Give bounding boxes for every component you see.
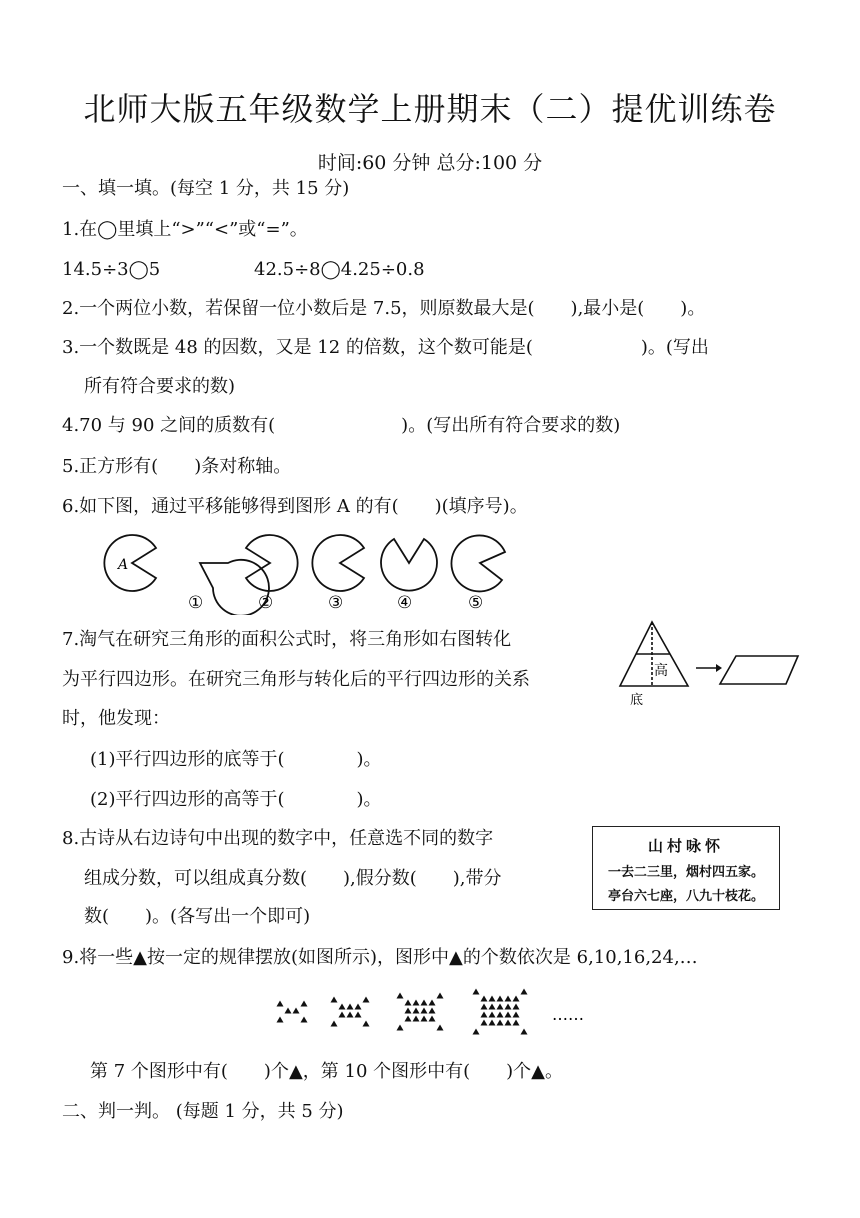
question-7-line-2: 为平行四边形。在研究三角形与转化后的平行四边形的关系 bbox=[62, 669, 530, 690]
pattern-triangle-icon bbox=[473, 1029, 480, 1035]
shape-number-1: ① bbox=[188, 593, 204, 613]
pattern-triangle-icon bbox=[421, 1000, 428, 1006]
question-9-answer: 第 7 个图形中有( )个▲，第 10 个图形中有( )个▲。 bbox=[90, 1061, 564, 1082]
question-8: 8.古诗从右边诗句中出现的数字中，任意选不同的数字 bbox=[62, 828, 494, 849]
section-2-heading: 二、判一判。 (每题 1 分，共 5 分) bbox=[62, 1101, 344, 1122]
pattern-triangle-icon bbox=[513, 1012, 520, 1018]
poem-line-1: 一去二三里，烟村四五家。 bbox=[607, 865, 764, 880]
pattern-triangle-icon bbox=[397, 993, 404, 999]
pattern-triangle-icon bbox=[513, 1020, 520, 1026]
question-9: 9.将一些▲按一定的规律摆放(如图所示)，图形中▲的个数依次是 6,10,16,24,… bbox=[62, 947, 698, 968]
pattern-triangle-icon bbox=[497, 996, 504, 1002]
pattern-triangle-icon bbox=[331, 997, 338, 1003]
shape-number-4: ④ bbox=[397, 593, 413, 613]
question-2: 2.一个两位小数，若保留一位小数后是 7.5，则原数最大是( ),最小是( )。 bbox=[62, 298, 706, 319]
shape-number-5: ⑤ bbox=[468, 593, 484, 613]
pattern-triangle-icon bbox=[331, 1021, 338, 1027]
question-8-line-2: 组成分数，可以组成真分数( ),假分数( ),带分 bbox=[84, 868, 502, 889]
shape-5-icon bbox=[451, 535, 505, 591]
pattern-triangle-icon bbox=[481, 1012, 488, 1018]
pattern-triangle-icon bbox=[285, 1008, 292, 1014]
pattern-triangle-icon bbox=[429, 1008, 436, 1014]
pattern-triangle-icon bbox=[497, 1020, 504, 1026]
pattern-triangle-icon bbox=[437, 1025, 444, 1031]
pattern-triangle-icon bbox=[293, 1008, 300, 1014]
pattern-triangle-icon bbox=[473, 989, 480, 995]
poem-box bbox=[592, 826, 780, 910]
pattern-triangle-icon bbox=[405, 1008, 412, 1014]
question-6-figure bbox=[100, 530, 520, 615]
question-7: 7.淘气在研究三角形的面积公式时，将三角形如右图转化 bbox=[62, 629, 512, 650]
pattern-triangle-icon bbox=[405, 1000, 412, 1006]
pattern-triangle-icon bbox=[355, 1004, 362, 1010]
pattern-triangle-icon bbox=[489, 996, 496, 1002]
pattern-triangle-icon bbox=[481, 1020, 488, 1026]
pattern-triangle-icon bbox=[347, 1004, 354, 1010]
pattern-triangle-icon bbox=[397, 1025, 404, 1031]
pattern-ellipsis: …… bbox=[552, 1005, 584, 1024]
pattern-triangle-icon bbox=[505, 1020, 512, 1026]
question-7-sub-1: (1)平行四边形的底等于( )。 bbox=[90, 749, 382, 770]
pattern-triangle-icon bbox=[413, 1016, 420, 1022]
question-3-continued: 所有符合要求的数) bbox=[84, 376, 236, 397]
page-title: 北师大版五年级数学上册期末（二）提优训练卷 bbox=[83, 90, 777, 128]
question-7-figure bbox=[612, 618, 808, 710]
base-label: 底 bbox=[630, 693, 644, 708]
shape-number-3: ③ bbox=[328, 593, 344, 613]
pattern-triangle-icon bbox=[521, 1029, 528, 1035]
question-3: 3.一个数既是 48 的因数，又是 12 的倍数，这个数可能是( )。(写出 bbox=[62, 337, 709, 358]
height-label: 高 bbox=[654, 663, 668, 679]
question-1-item-b: 42.5÷8◯4.25÷0.8 bbox=[254, 259, 425, 280]
pattern-triangle-icon bbox=[363, 997, 370, 1003]
pattern-triangle-icon bbox=[339, 1012, 346, 1018]
question-7-sub-2: (2)平行四边形的高等于( )。 bbox=[90, 789, 382, 810]
pattern-triangle-icon bbox=[489, 1012, 496, 1018]
pattern-triangle-icon bbox=[505, 1012, 512, 1018]
question-7-line-3: 时，他发现： bbox=[62, 708, 170, 729]
pattern-triangle-icon bbox=[505, 1004, 512, 1010]
poem-title: 山村咏怀 bbox=[647, 837, 724, 855]
pattern-triangle-icon bbox=[363, 1021, 370, 1027]
pattern-triangle-icon bbox=[355, 1012, 362, 1018]
pattern-triangle-icon bbox=[497, 1004, 504, 1010]
pattern-triangle-icon bbox=[497, 1012, 504, 1018]
pattern-triangle-icon bbox=[505, 996, 512, 1002]
pattern-triangle-icon bbox=[405, 1016, 412, 1022]
pattern-triangle-icon bbox=[481, 996, 488, 1002]
pattern-triangle-icon bbox=[521, 989, 528, 995]
question-8-line-3: 数( )。(各写出一个即可) bbox=[84, 906, 311, 927]
shape-3-icon bbox=[312, 535, 364, 591]
pattern-triangle-icon bbox=[481, 1004, 488, 1010]
shape-a-label: A bbox=[118, 557, 129, 573]
exam-info: 时间:60 分钟 总分:100 分 bbox=[317, 152, 543, 174]
pattern-triangle-icon bbox=[413, 1000, 420, 1006]
pattern-triangle-icon bbox=[421, 1016, 428, 1022]
pattern-triangle-icon bbox=[301, 1001, 308, 1007]
pattern-triangle-icon bbox=[277, 1001, 284, 1007]
shape-4-icon bbox=[381, 539, 437, 591]
pattern-triangle-icon bbox=[437, 993, 444, 999]
pattern-triangle-icon bbox=[413, 1008, 420, 1014]
shape-a-icon bbox=[104, 535, 156, 591]
arrow-icon bbox=[716, 664, 722, 672]
shape-number-2: ② bbox=[258, 593, 274, 613]
pattern-triangle-icon bbox=[513, 1004, 520, 1010]
pattern-triangle-icon bbox=[421, 1008, 428, 1014]
question-9-figure bbox=[270, 984, 600, 1040]
pattern-triangle-icon bbox=[339, 1004, 346, 1010]
section-1-heading: 一、填一填。(每空 1 分，共 15 分) bbox=[62, 178, 350, 199]
question-1: 1.在◯里填上“>”“<”或“=”。 bbox=[62, 219, 308, 240]
pattern-triangle-icon bbox=[301, 1017, 308, 1023]
question-1-item-a: 14.5÷3◯5 bbox=[62, 259, 161, 280]
question-6: 6.如下图，通过平移能够得到图形 A 的有( )(填序号)。 bbox=[62, 496, 528, 517]
pattern-triangle-icon bbox=[513, 996, 520, 1002]
pattern-triangle-icon bbox=[277, 1017, 284, 1023]
pattern-triangle-icon bbox=[489, 1004, 496, 1010]
pattern-triangle-icon bbox=[489, 1020, 496, 1026]
pattern-triangle-icon bbox=[429, 1000, 436, 1006]
pattern-triangle-icon bbox=[429, 1016, 436, 1022]
pattern-triangle-icon bbox=[347, 1012, 354, 1018]
question-5: 5.正方形有( )条对称轴。 bbox=[62, 456, 292, 477]
parallelogram-icon bbox=[720, 656, 798, 684]
question-4: 4.70 与 90 之间的质数有( )。(写出所有符合要求的数) bbox=[62, 415, 621, 436]
poem-line-2: 亭台六七座，八九十枝花。 bbox=[607, 889, 764, 904]
